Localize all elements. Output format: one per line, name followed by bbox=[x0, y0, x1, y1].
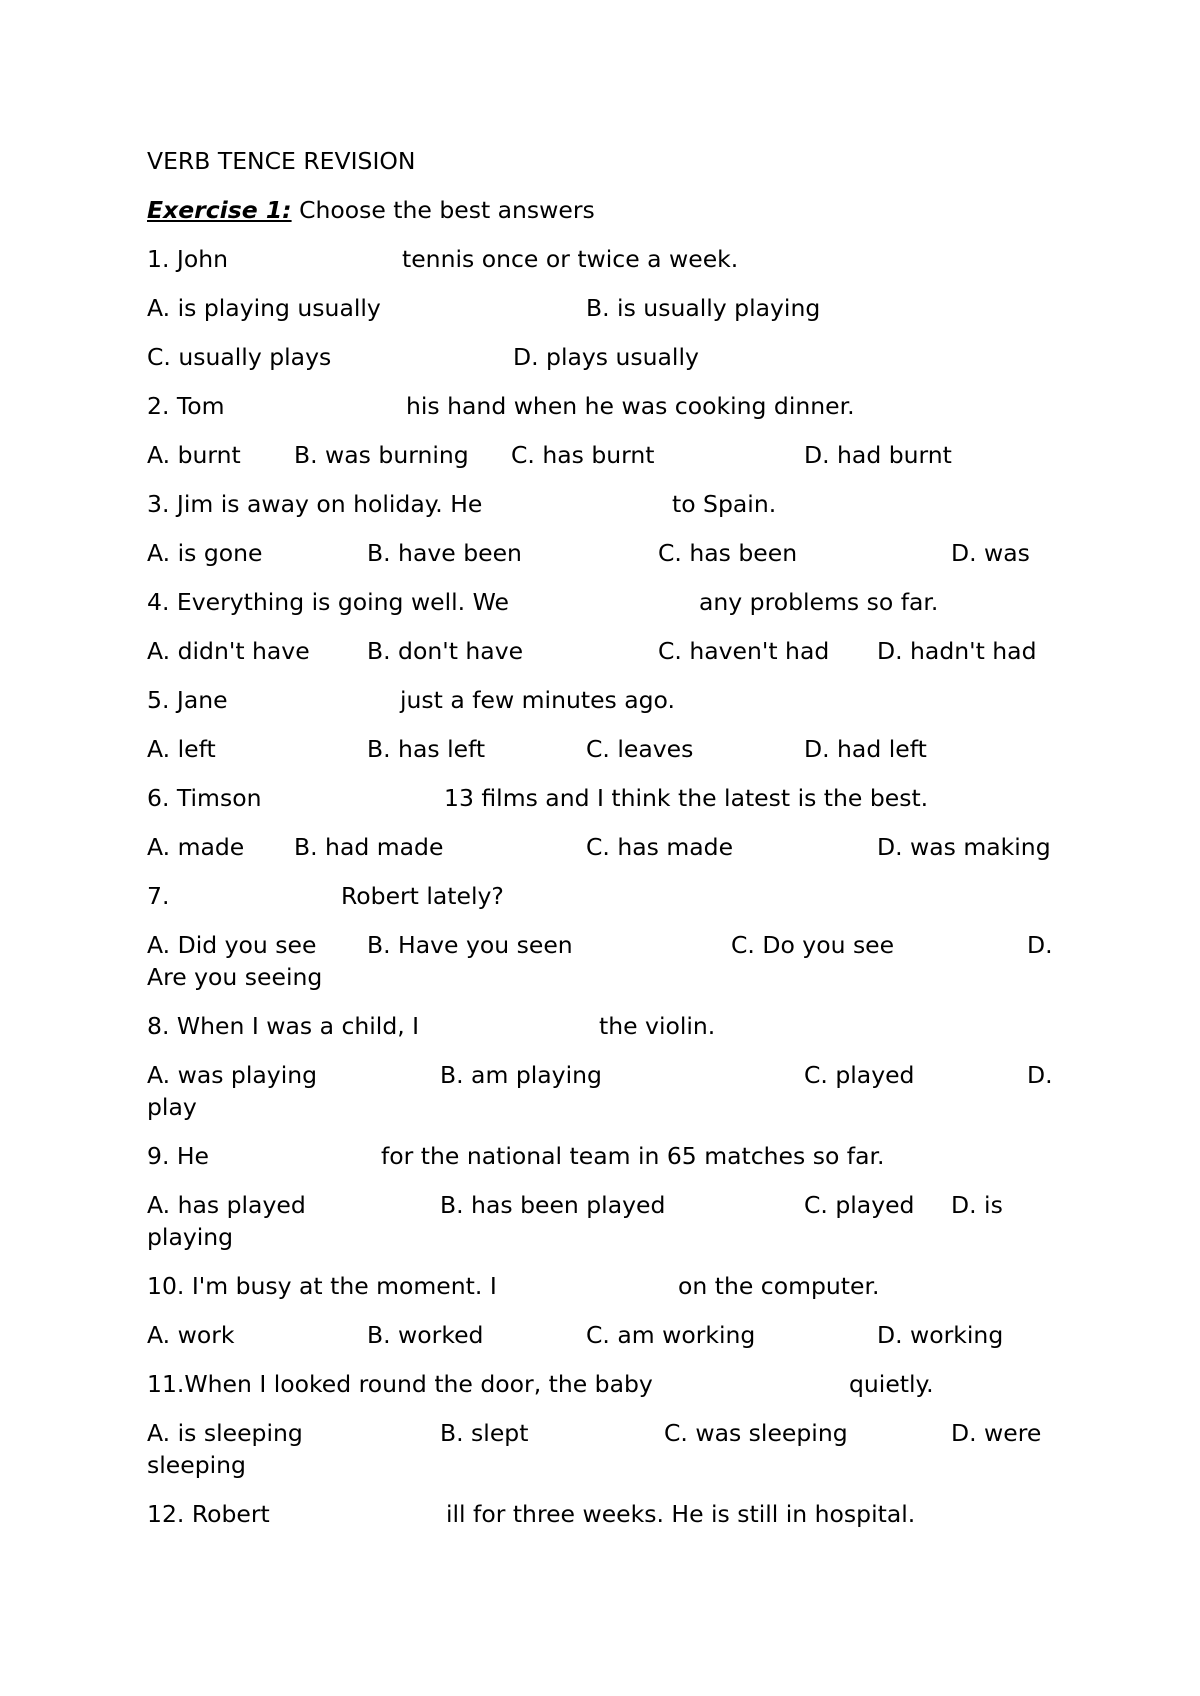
question-5-option-b[interactable]: B. has left bbox=[367, 735, 486, 763]
question-6-option-d[interactable]: D. was making bbox=[877, 833, 1051, 861]
question-5-option-c[interactable]: C. leaves bbox=[586, 735, 694, 763]
exercise-heading bbox=[147, 196, 595, 224]
question-9-stem-start: 9. He bbox=[147, 1142, 210, 1170]
question-2-option-d[interactable]: D. had burnt bbox=[804, 441, 952, 469]
question-10-option-c[interactable]: C. am working bbox=[586, 1321, 756, 1349]
question-7-option-b[interactable]: B. Have you seen bbox=[367, 931, 573, 959]
question-11-option-c[interactable]: C. was sleeping bbox=[664, 1419, 848, 1447]
question-2-option-c[interactable]: C. has burnt bbox=[511, 441, 655, 469]
question-7-option-d-text[interactable]: Are you seeing bbox=[147, 963, 323, 991]
question-9-option-c[interactable]: C. played bbox=[804, 1191, 915, 1219]
question-8-option-b[interactable]: B. am playing bbox=[440, 1061, 602, 1089]
question-1-option-a[interactable]: A. is playing usually bbox=[147, 294, 381, 322]
question-4-stem-end: any problems so far. bbox=[699, 588, 939, 616]
question-4-option-b[interactable]: B. don't have bbox=[367, 637, 524, 665]
question-8-option-d-letter[interactable]: D. bbox=[1027, 1061, 1053, 1089]
question-10-option-a[interactable]: A. work bbox=[147, 1321, 235, 1349]
question-3-option-b[interactable]: B. have been bbox=[367, 539, 522, 567]
question-7-option-c[interactable]: C. Do you see bbox=[731, 931, 895, 959]
question-4-stem-start: 4. Everything is going well. We bbox=[147, 588, 509, 616]
question-7-stem-start: 7. bbox=[147, 882, 170, 910]
question-7-option-d-letter[interactable]: D. bbox=[1027, 931, 1053, 959]
question-9-option-a[interactable]: A. has played bbox=[147, 1191, 306, 1219]
question-8-stem-start: 8. When I was a child, I bbox=[147, 1012, 420, 1040]
question-2-stem-end: his hand when he was cooking dinner. bbox=[406, 392, 855, 420]
question-8-option-a[interactable]: A. was playing bbox=[147, 1061, 318, 1089]
question-1-stem-end: tennis once or twice a week. bbox=[402, 245, 739, 273]
question-12-stem-start: 12. Robert bbox=[147, 1500, 270, 1528]
question-5-stem-start: 5. Jane bbox=[147, 686, 228, 714]
question-3-stem-end: to Spain. bbox=[672, 490, 777, 518]
question-9-stem-end: for the national team in 65 matches so far. bbox=[381, 1142, 885, 1170]
question-4-option-c[interactable]: C. haven't had bbox=[658, 637, 830, 665]
question-5-stem-end: just a few minutes ago. bbox=[400, 686, 675, 714]
question-1-option-b[interactable]: B. is usually playing bbox=[586, 294, 821, 322]
question-3-option-a[interactable]: A. is gone bbox=[147, 539, 263, 567]
question-6-option-b[interactable]: B. had made bbox=[294, 833, 444, 861]
question-12-stem-end: ill for three weeks. He is still in hospital. bbox=[446, 1500, 916, 1528]
question-2-option-b[interactable]: B. was burning bbox=[294, 441, 469, 469]
question-11-stem-end: quietly. bbox=[849, 1370, 934, 1398]
question-11-option-d-text[interactable]: sleeping bbox=[147, 1451, 246, 1479]
question-3-stem-start: 3. Jim is away on holiday. He bbox=[147, 490, 483, 518]
question-11-option-a[interactable]: A. is sleeping bbox=[147, 1419, 303, 1447]
question-6-stem-end: 13 films and I think the latest is the best. bbox=[444, 784, 929, 812]
question-9-option-d-letter[interactable]: D. is bbox=[951, 1191, 1003, 1219]
question-6-option-a[interactable]: A. made bbox=[147, 833, 245, 861]
question-11-stem-start: 11.When I looked round the door, the baby bbox=[147, 1370, 653, 1398]
question-10-option-b[interactable]: B. worked bbox=[367, 1321, 484, 1349]
question-3-option-d[interactable]: D. was bbox=[951, 539, 1030, 567]
question-8-option-c[interactable]: C. played bbox=[804, 1061, 915, 1089]
question-1-option-d[interactable]: D. plays usually bbox=[513, 343, 699, 371]
question-3-option-c[interactable]: C. has been bbox=[658, 539, 798, 567]
question-4-option-d[interactable]: D. hadn't had bbox=[877, 637, 1037, 665]
question-6-stem-start: 6. Timson bbox=[147, 784, 262, 812]
exercise-label: Exercise 1: bbox=[147, 196, 292, 224]
question-6-option-c[interactable]: C. has made bbox=[586, 833, 734, 861]
question-5-option-a[interactable]: A. left bbox=[147, 735, 216, 763]
question-11-option-b[interactable]: B. slept bbox=[440, 1419, 529, 1447]
question-8-option-d-text[interactable]: play bbox=[147, 1093, 197, 1121]
question-10-stem-start: 10. I'm busy at the moment. I bbox=[147, 1272, 497, 1300]
question-1-option-c[interactable]: C. usually plays bbox=[147, 343, 332, 371]
question-2-stem-start: 2. Tom bbox=[147, 392, 225, 420]
question-7-option-a[interactable]: A. Did you see bbox=[147, 931, 317, 959]
question-10-stem-end: on the computer. bbox=[678, 1272, 880, 1300]
question-2-option-a[interactable]: A. burnt bbox=[147, 441, 241, 469]
question-1-stem-start: 1. John bbox=[147, 245, 228, 273]
question-7-stem-end: Robert lately? bbox=[341, 882, 504, 910]
question-5-option-d[interactable]: D. had left bbox=[804, 735, 927, 763]
page-title: VERB TENCE REVISION bbox=[147, 147, 416, 175]
exercise-instruction: Choose the best answers bbox=[291, 196, 595, 224]
question-10-option-d[interactable]: D. working bbox=[877, 1321, 1004, 1349]
question-8-stem-end: the violin. bbox=[599, 1012, 716, 1040]
question-9-option-b[interactable]: B. has been played bbox=[440, 1191, 666, 1219]
question-9-option-d-text[interactable]: playing bbox=[147, 1223, 234, 1251]
question-11-option-d-letter[interactable]: D. were bbox=[951, 1419, 1042, 1447]
question-4-option-a[interactable]: A. didn't have bbox=[147, 637, 310, 665]
